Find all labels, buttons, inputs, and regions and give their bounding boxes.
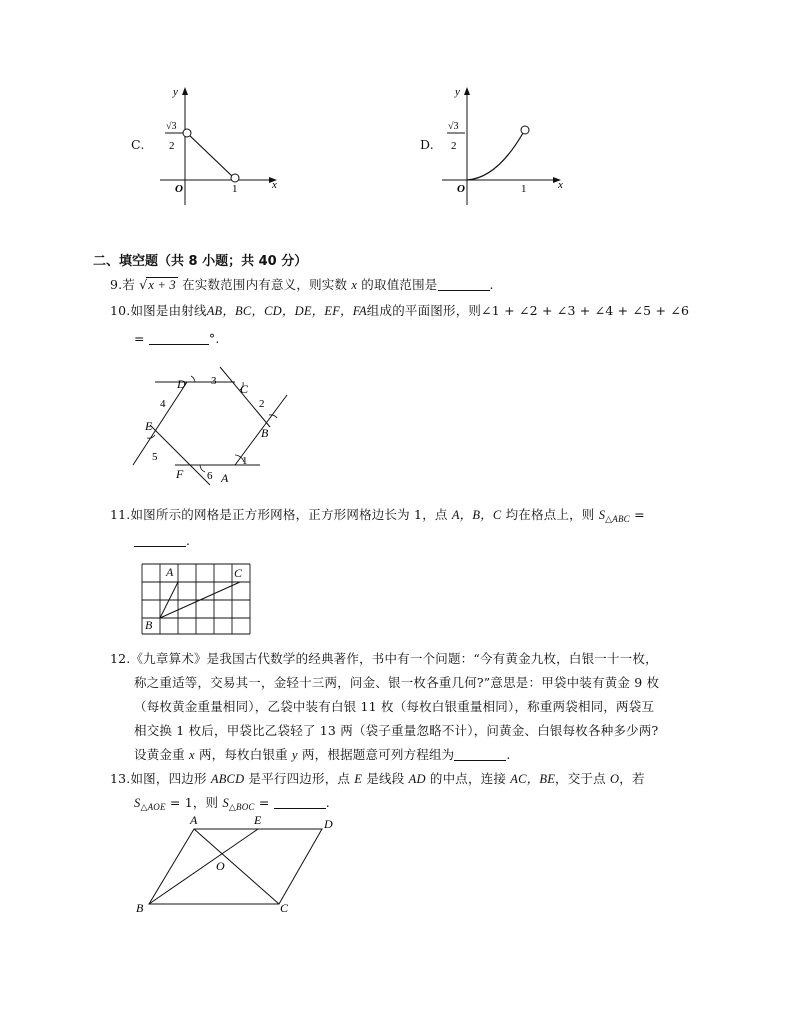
svg-text:D: D: [177, 377, 186, 391]
option-c-graph: [155, 80, 285, 210]
q13-parallelogram-figure: [132, 812, 342, 922]
d-y-label: y: [455, 86, 460, 98]
question-10: 10.如图是由射线AB，BC，CD，DE，EF，FA组成的平面图形，则∠1 + ∠2 + ∠3 + ∠4 + ∠5 + ∠6: [110, 303, 690, 318]
d-origin: O: [457, 183, 465, 195]
question-13-line1: 13.如图，四边形 ABCD 是平行四边形，点 E 是线段 AD 的中点，连接 AC，BE，交于点 O，若: [110, 771, 645, 786]
svg-text:D: D: [324, 817, 333, 831]
svg-text:E: E: [145, 419, 153, 433]
svg-text:O: O: [216, 859, 225, 873]
d-tick-1: 1: [521, 183, 527, 195]
svg-text:2: 2: [259, 398, 265, 410]
section-title: 二、填空题（共 8 小题；共 40 分）: [93, 254, 308, 269]
svg-text:A: A: [190, 813, 198, 827]
svg-text:E: E: [254, 813, 262, 827]
svg-text:B: B: [136, 901, 144, 915]
option-c-label: C.: [131, 137, 145, 152]
svg-text:1: 1: [242, 455, 248, 467]
question-12-line1: 12.《九章算术》是我国古代数学的经典著作，书中有一个问题：“今有黄金九枚，白银一十一枚，: [110, 651, 658, 666]
svg-text:B: B: [145, 618, 153, 632]
option-d-label: D.: [420, 137, 434, 152]
d-frac-den: 2: [451, 140, 457, 152]
q10-answer-blank[interactable]: [149, 330, 209, 345]
c-frac-den: 2: [169, 140, 175, 152]
question-11-line2: .: [134, 530, 190, 552]
sqrt-sign: √: [139, 277, 148, 292]
svg-text:A: A: [166, 565, 174, 579]
question-12-line2: 称之重适等，交易其一，金轻十三两，问金、银一枚各重几何?”意思是：甲袋中装有黄金 9 枚: [134, 675, 660, 690]
question-12-line5: 设黄金重 x 两，每枚白银重 y 两，根据题意可列方程组为 .: [134, 747, 511, 762]
svg-text:C: C: [240, 382, 249, 396]
option-d-graph: [437, 80, 577, 210]
q11-grid-figure: [140, 562, 260, 638]
q13-answer-blank[interactable]: [274, 794, 326, 809]
d-frac-num: √3: [448, 121, 459, 132]
svg-text:6: 6: [207, 470, 213, 482]
q12-answer-blank[interactable]: [454, 746, 506, 761]
svg-text:4: 4: [160, 398, 166, 410]
c-origin: O: [175, 183, 183, 195]
question-12-line3: （每枚黄金重量相同），乙袋中装有白银 11 枚（每枚白银重量相同），称重两袋相同，两袋互: [134, 699, 655, 714]
c-tick-1: 1: [232, 183, 238, 195]
question-9: 9.若 √x + 3 在实数范围内有意义，则实数 x 的取值范围是 .: [110, 277, 494, 292]
d-x-label: x: [558, 179, 563, 191]
svg-text:B: B: [261, 426, 269, 440]
question-13-line2: $S_{\triangle AOE} = 1$，则 $S_{\triangle BOC}$ = .: [134, 795, 330, 812]
q11-answer-blank[interactable]: [134, 532, 186, 547]
svg-text:5: 5: [152, 451, 158, 463]
c-frac-num: √3: [166, 121, 177, 132]
c-y-label: y: [173, 86, 178, 98]
c-x-label: x: [272, 179, 277, 191]
svg-text:A: A: [221, 471, 229, 485]
svg-text:F: F: [176, 467, 184, 481]
question-10-line2: = °.: [134, 331, 220, 346]
q9-answer-blank[interactable]: [438, 276, 490, 291]
q10-hexagon-figure: [125, 360, 305, 490]
svg-text:3: 3: [211, 375, 217, 387]
question-12-line4: 相交换 1 枚后，甲袋比乙袋轻了 13 两（袋子重量忽略不计），问黄金、白银每枚各种多少两?: [134, 723, 659, 738]
question-11: 11.如图所示的网格是正方形网格，正方形网格边长为 1，点 A，B，C 均在格点上，则 $S_{\triangle ABC}$ =: [110, 507, 645, 524]
svg-text:C: C: [280, 901, 289, 915]
svg-text:C: C: [234, 566, 243, 580]
